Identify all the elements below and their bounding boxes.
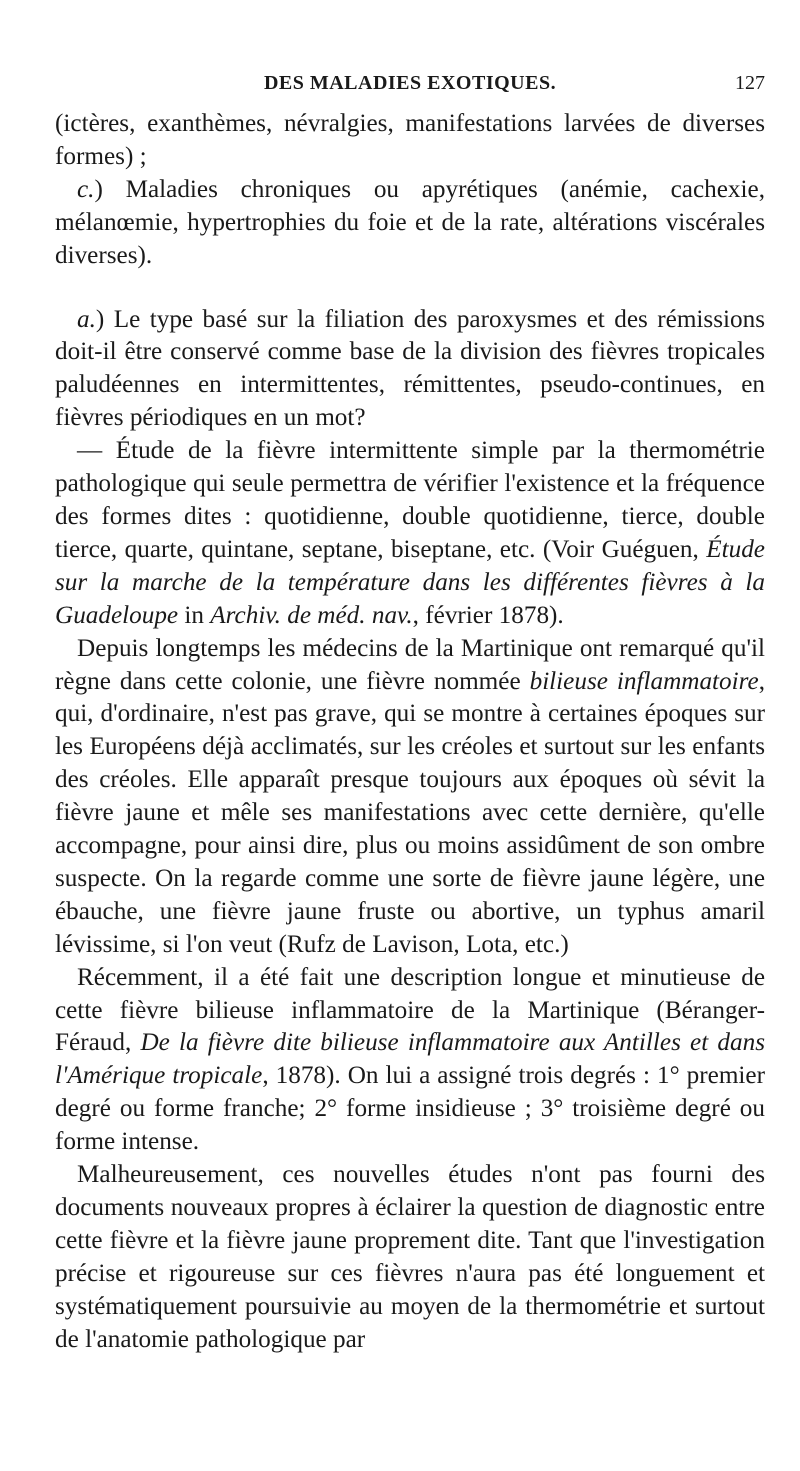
text-run: , février 1878). xyxy=(412,601,564,629)
running-title: DES MALADIES EXOTIQUES. xyxy=(263,72,557,94)
text-run: Récemment, il a été fait une description longue et minutieuse de cette fièvre bilieuse inflammatoire de la Martinique (Béranger-Féraud, xyxy=(55,963,765,1057)
text-run: ) Maladies chroniques ou apyrétiques (anémie, cachexie, mélanœmie, hypertrophies du foie et de la rate, altérations viscérales diverses). xyxy=(55,175,765,269)
italic-text-run: De la fièvre dite bilieuse inflammatoire aux Antilles et dans l'Amérique tropicale xyxy=(55,1029,765,1090)
paragraph xyxy=(55,174,765,273)
italic-text-run: a. xyxy=(77,305,96,333)
paragraph xyxy=(55,633,765,962)
text-run: Depuis longtemps les médecins de la Martinique ont remarqué qu'il règne dans cette colonie, une fièvre nommée xyxy=(55,634,765,695)
text-run: ) Le type basé sur la filiation des paroxysmes et des rémissions doit-il être conservé comme base de la division des fièvres tropicales paludéennes en intermittentes, rémittentes, pseudo-continues, en fièvres périodiques en un mot? xyxy=(55,305,765,432)
paragraph xyxy=(55,108,765,174)
italic-text-run: Étude sur la marche de la température dans les différentes fièvres à la Guadeloupe xyxy=(55,535,765,629)
running-header xyxy=(55,72,765,102)
paragraph xyxy=(55,435,765,632)
text-run: (ictères, exanthèmes, névralgies, manifestations larvées de diverses formes) ; xyxy=(55,110,765,170)
text-run: — Étude de la fièvre intermittente simple par la thermométrie pathologique qui seule permettra de vérifier l'existence et la fréquence des formes dites : quotidienne, double quotidienne, tierce, double tierce, quarte, quintane, septane, biseptane, etc. (Voir Guéguen, xyxy=(55,437,765,563)
text-run: Malheureusement, ces nouvelles études n'ont pas fourni des documents nouveaux propres à éclairer la question de diagnostic entre cette fièvre et la fièvre jaune proprement dite. Tant que l'investigation précise et rigoureuse sur ces fièvres n'aura pas été longuement et systématiquement poursuivie au moyen de la thermométrie et surtout de l'anatomie pathologique par xyxy=(55,1161,765,1353)
text-run: , qui, d'ordinaire, n'est pas grave, qui se montre à certaines époques sur les Européens déjà acclimatés, sur les créoles et surtout sur les enfants des créoles. Elle apparaît presque toujours aux époques où sévit la fièvre jaune et mêle ses manifestations avec cette dernière, qu'elle accompagne, pour ainsi dire, plus ou moins assidûment de son ombre suspecte. On la regarde comme une sorte de fièvre jaune légère, une ébauche, une fièvre jaune fruste ou abortive, un typhus amaril lévissime, si l'on veut (Rufz de Lavison, Lota, etc.) xyxy=(55,667,765,958)
paragraph xyxy=(55,304,765,436)
paragraph xyxy=(55,1159,765,1356)
page-number: 127 xyxy=(735,72,765,94)
italic-text-run: c. xyxy=(77,175,95,203)
text-run: , 1878). On lui a assigné trois degrés : 1° premier degré ou forme franche; 2° forme insidieuse ; 3° troisième degré ou forme intense. xyxy=(55,1062,765,1156)
body-text xyxy=(55,108,765,1357)
paragraph xyxy=(55,962,765,1159)
italic-text-run: bilieuse inflammatoire xyxy=(529,667,759,695)
text-run: in xyxy=(178,601,211,629)
italic-text-run: Archiv. de méd. nav. xyxy=(210,601,413,629)
